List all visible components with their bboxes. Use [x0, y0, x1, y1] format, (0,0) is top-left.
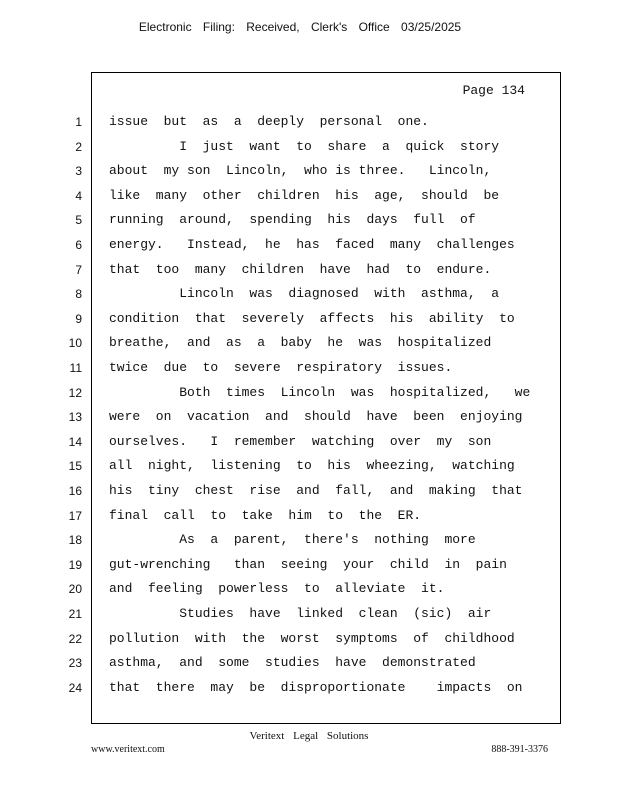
line-number: 1	[75, 115, 82, 129]
transcript-line: I just want to share a quick story	[109, 139, 500, 154]
line-number: 4	[75, 189, 82, 203]
transcript-line: running around, spending his days full of	[109, 212, 476, 227]
line-number: 18	[68, 533, 82, 547]
transcript-line: issue but as a deeply personal one.	[109, 114, 429, 129]
line-number: 23	[68, 656, 82, 670]
line-number: 22	[68, 632, 82, 646]
transcript-line: energy. Instead, he has faced many challenges	[109, 237, 515, 252]
footer-company: Veritext Legal Solutions	[249, 730, 369, 742]
line-number: 15	[68, 459, 82, 473]
line-number: 14	[68, 435, 82, 449]
line-number: 10	[68, 336, 82, 350]
transcript-line: that there may be disproportionate impacts on	[109, 680, 523, 695]
line-number: 21	[68, 607, 82, 621]
footer-website: www.veritext.com	[91, 744, 165, 755]
transcript-line: breathe, and as a baby he was hospitalized	[109, 335, 492, 350]
transcript-line: and feeling powerless to alleviate it.	[109, 581, 445, 596]
transcript-line: like many other children his age, should be	[109, 188, 500, 203]
line-number: 12	[68, 386, 82, 400]
footer-phone: 888-391-3376	[491, 744, 548, 755]
line-number: 8	[75, 287, 82, 301]
line-number: 3	[75, 164, 82, 178]
transcript-line: Studies have linked clean (sic) air	[109, 606, 492, 621]
line-number: 13	[68, 410, 82, 424]
line-number: 11	[69, 361, 82, 375]
transcript-line: ourselves. I remember watching over my son	[109, 434, 492, 449]
line-number: 6	[75, 238, 82, 252]
line-number: 16	[68, 484, 82, 498]
line-number: 19	[68, 558, 82, 572]
line-number: 9	[75, 312, 82, 326]
transcript-line: asthma, and some studies have demonstrated	[109, 655, 476, 670]
filing-stamp: Electronic Filing: Received, Clerk's Office 03/25/2025	[138, 20, 462, 34]
page-number: Page 134	[462, 83, 525, 98]
transcript-line: Both times Lincoln was hospitalized, we	[109, 385, 531, 400]
transcript-line: condition that severely affects his ability to	[109, 311, 515, 326]
transcript-line: were on vacation and should have been enjoying	[109, 409, 523, 424]
transcript-line: about my son Lincoln, who is three. Lincoln,	[109, 163, 492, 178]
line-number: 20	[68, 582, 82, 596]
transcript-line: that too many children have had to endure.	[109, 262, 492, 277]
line-number: 17	[68, 509, 82, 523]
transcript-line: final call to take him to the ER.	[109, 508, 422, 523]
transcript-line: twice due to severe respiratory issues.	[109, 360, 453, 375]
line-number: 2	[75, 140, 82, 154]
line-number: 5	[75, 213, 82, 227]
transcript-line: gut-wrenching than seeing your child in pain	[109, 557, 507, 572]
transcript-line: Lincoln was diagnosed with asthma, a	[109, 286, 500, 301]
transcript-line: his tiny chest rise and fall, and making that	[109, 483, 523, 498]
line-number: 7	[75, 263, 82, 277]
transcript-line: As a parent, there's nothing more	[109, 532, 476, 547]
line-number: 24	[68, 681, 82, 695]
transcript-line: pollution with the worst symptoms of childhood	[109, 631, 515, 646]
transcript-line: all night, listening to his wheezing, watching	[109, 458, 515, 473]
